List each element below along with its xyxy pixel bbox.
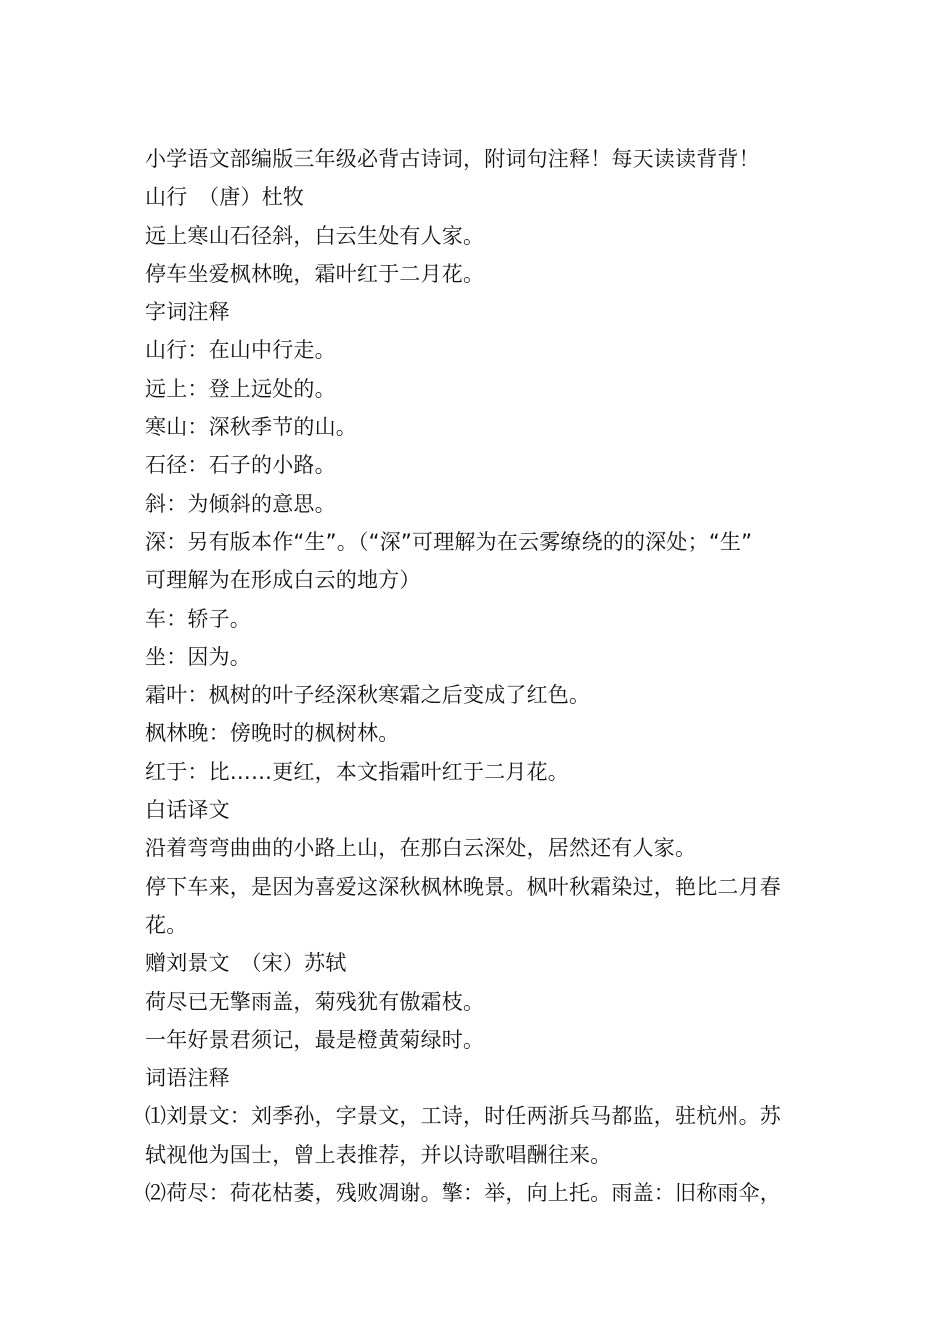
poem-line: 一年好景君须记，最是橙黄菊绿时。 xyxy=(145,1027,485,1052)
section-heading-vocabulary-notes: 词语注释 xyxy=(145,1066,230,1091)
document-title: 小学语文部编版三年级必背古诗词，附词句注释！每天读读背背！ xyxy=(145,147,760,171)
annotation-line: 寒山：深秋季节的山。 xyxy=(145,415,357,440)
annotation-line: 枫林晚：傍晚时的枫树林。 xyxy=(145,721,400,746)
section-heading-word-notes: 字词注释 xyxy=(145,300,230,325)
annotation-line: 深：另有版本作“生”。（“深”可理解为在云雾缭绕的的深处；“生” xyxy=(145,529,753,554)
annotation-line: 石径：石子的小路。 xyxy=(145,453,336,478)
poem-title-zeng-liu-jingwen: 赠刘景文 （宋）苏轼 xyxy=(145,951,347,976)
annotation-line: 可理解为在形成白云的地方） xyxy=(145,568,421,593)
annotation-line: ⑴刘景文：刘季孙，字景文，工诗，时任两浙兵马都监，驻杭州。苏 xyxy=(145,1104,781,1129)
poem-title-shanxing: 山行 （唐）杜牧 xyxy=(145,185,305,210)
annotation-line: ⑵荷尽：荷花枯萎，残败凋谢。擎：举，向上托。雨盖：旧称雨伞， xyxy=(145,1181,781,1206)
annotation-line: 坐：因为。 xyxy=(145,644,251,669)
poem-line: 荷尽已无擎雨盖，菊残犹有傲霜枝。 xyxy=(145,989,485,1014)
translation-line: 花。 xyxy=(145,912,188,937)
poem-line: 停车坐爱枫林晚，霜叶红于二月花。 xyxy=(145,261,485,286)
annotation-line: 霜叶：枫树的叶子经深秋寒霜之后变成了红色。 xyxy=(145,683,591,708)
annotation-line: 轼视他为国士，曾上表推荐，并以诗歌唱酬往来。 xyxy=(145,1142,612,1167)
document-body xyxy=(145,140,835,1212)
translation-line: 停下车来，是因为喜爱这深秋枫林晚景。枫叶秋霜染过，艳比二月春 xyxy=(145,874,781,899)
poem-line: 远上寒山石径斜，白云生处有人家。 xyxy=(145,223,485,248)
translation-line: 沿着弯弯曲曲的小路上山，在那白云深处，居然还有人家。 xyxy=(145,836,697,861)
annotation-line: 斜：为倾斜的意思。 xyxy=(145,491,336,516)
annotation-line: 山行：在山中行走。 xyxy=(145,338,336,363)
annotation-line: 红于：比……更红，本文指霜叶红于二月花。 xyxy=(145,759,569,784)
section-heading-translation: 白话译文 xyxy=(145,798,230,823)
annotation-line: 车：轿子。 xyxy=(145,606,251,631)
annotation-line: 远上：登上远处的。 xyxy=(145,376,336,401)
